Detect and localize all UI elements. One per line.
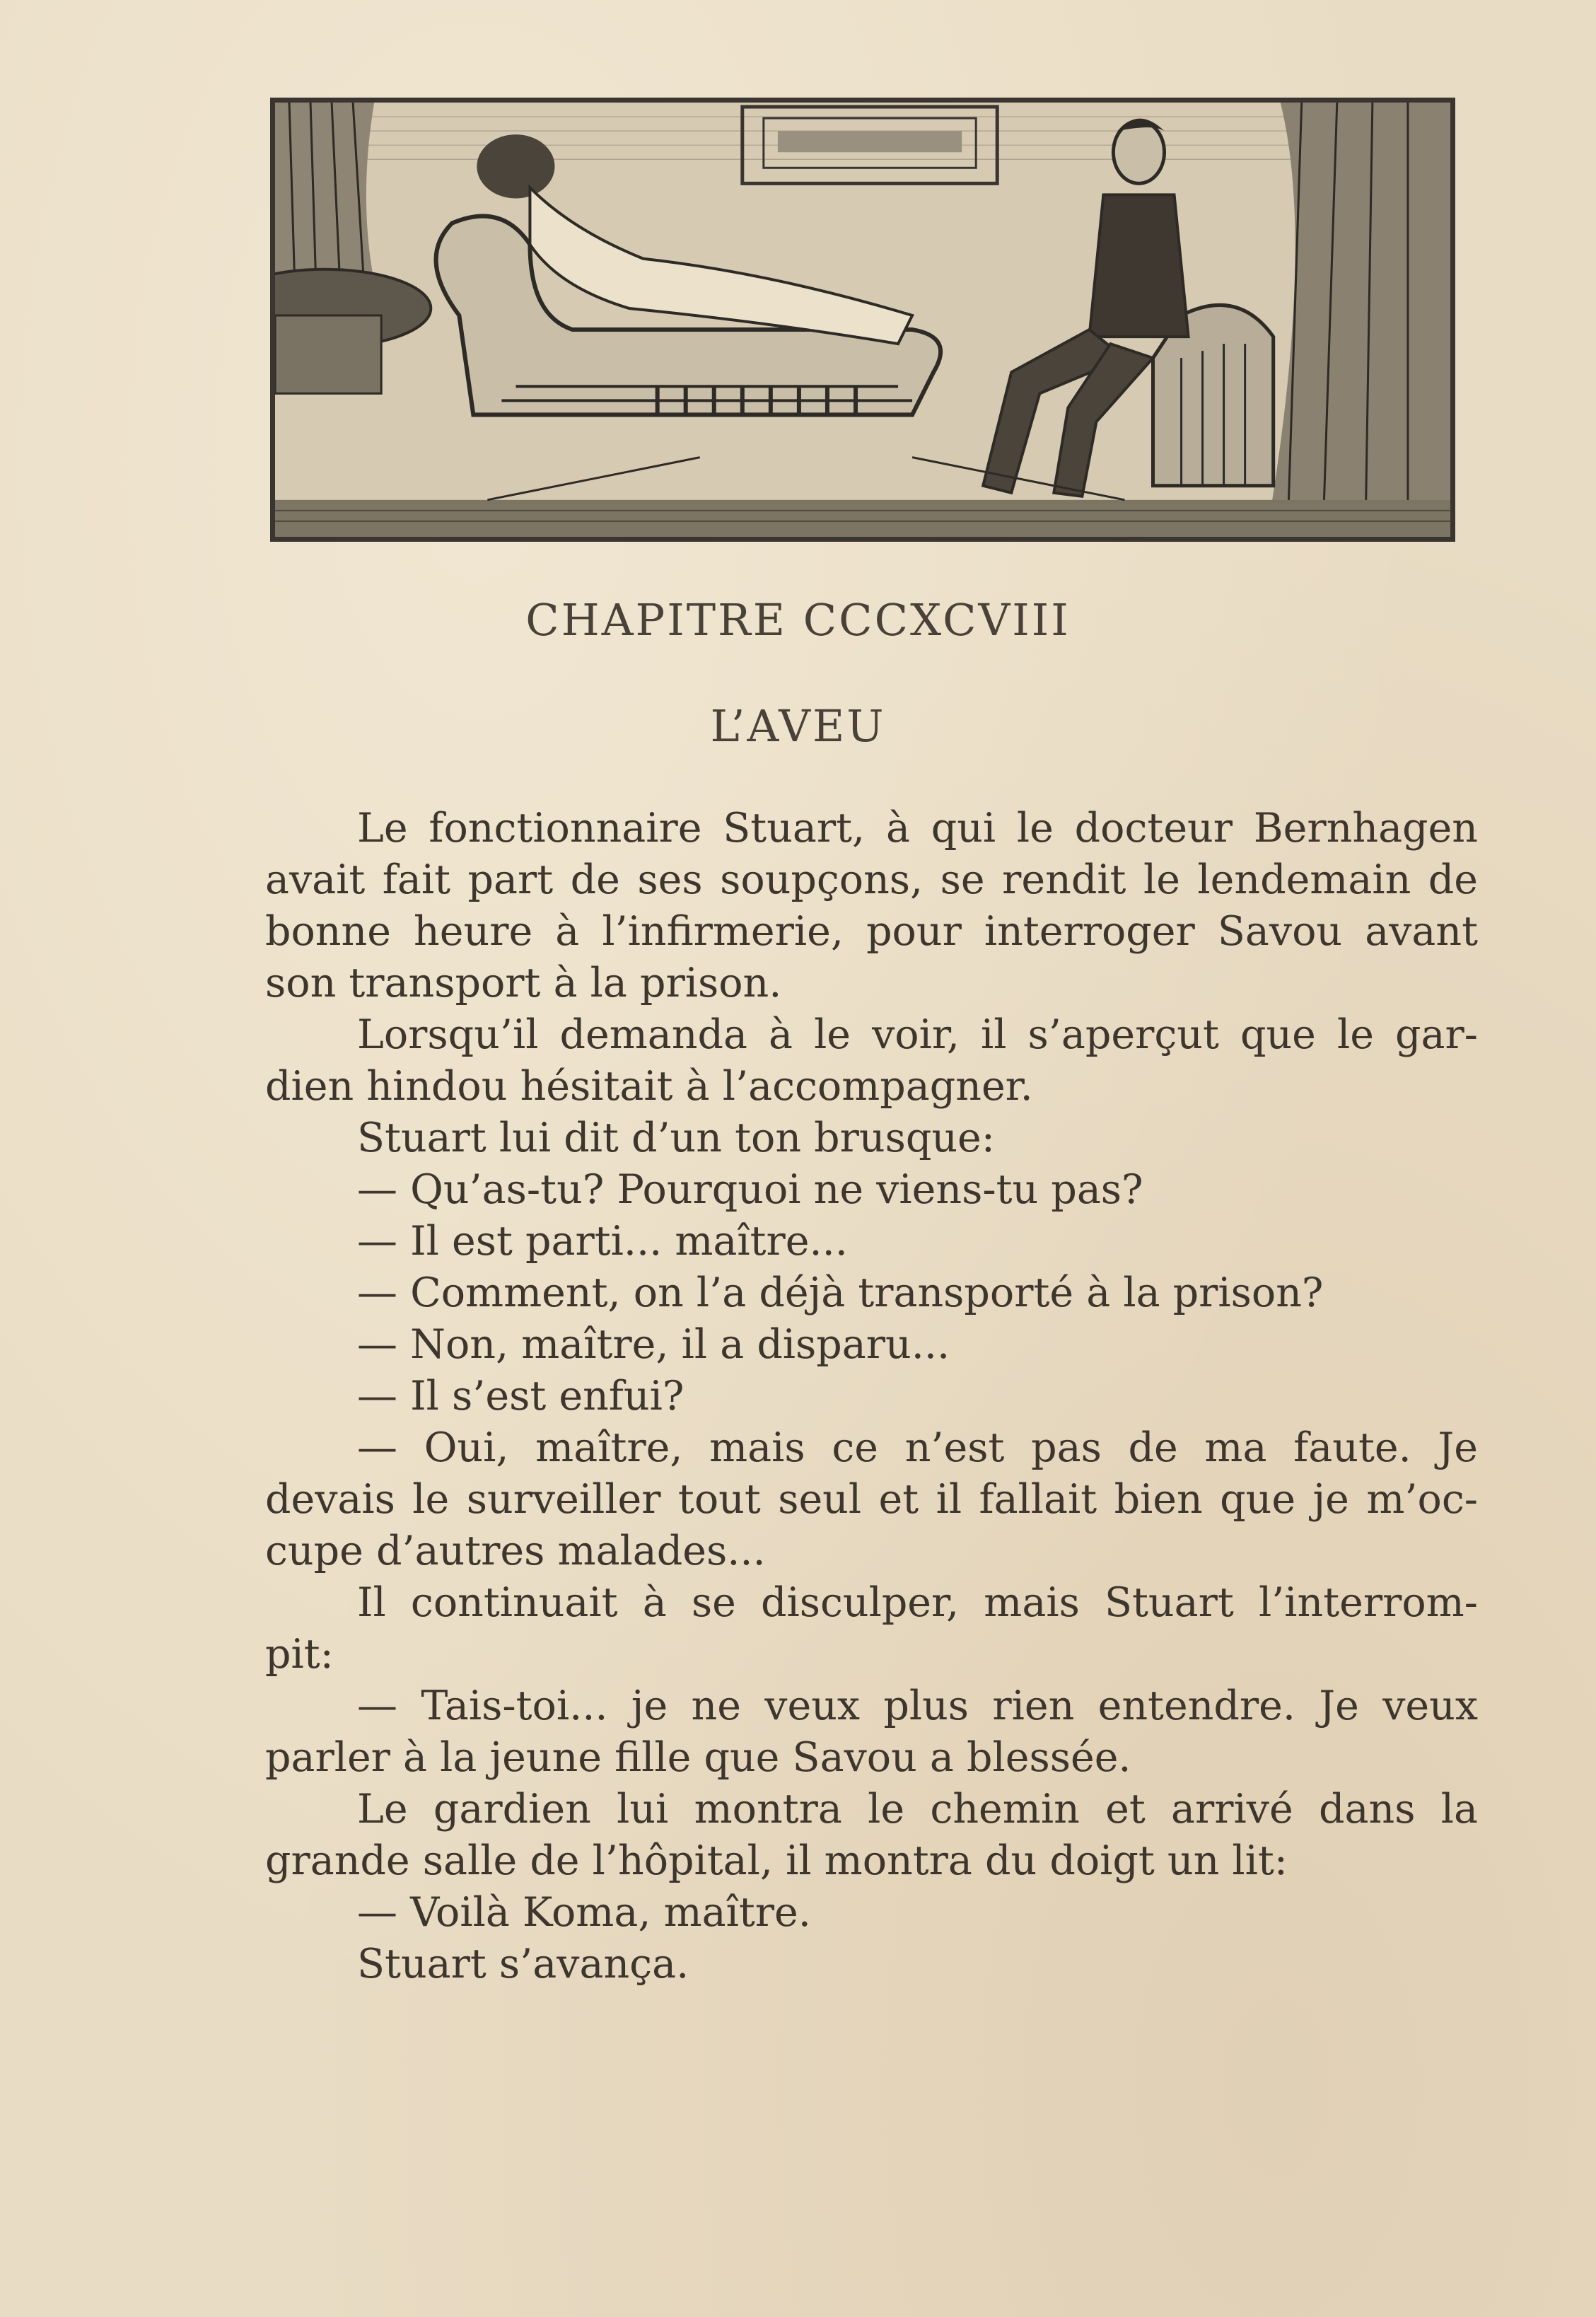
text-line: Le fonctionnaire Stuart, à qui le docteur Bernhagen — [357, 805, 1478, 852]
text-line: — Non, maître, il a disparu... — [357, 1321, 950, 1368]
text-line: — Tais-toi... je ne veux plus rien entendre. Je veux — [357, 1683, 1478, 1729]
text-line: avait fait part de ses soupçons, se rendit le lendemain de — [265, 856, 1478, 903]
woodcut-illustration — [270, 98, 1455, 542]
text-line: bonne heure à l’infirmerie, pour interroger Savou avant — [265, 908, 1478, 955]
text-line: — Il est parti... maître... — [357, 1218, 848, 1265]
text-line: Stuart lui dit d’un ton brusque: — [357, 1115, 995, 1161]
text-line: — Qu’as-tu? Pourquoi ne viens-tu pas? — [357, 1166, 1143, 1213]
text-line: — Il s’est enfui? — [357, 1373, 685, 1419]
text-line: cupe d’autres malades... — [265, 1528, 766, 1574]
chapter-title: L’AVEU — [710, 700, 886, 752]
text-line: parler à la jeune fille que Savou a blessée. — [265, 1734, 1131, 1781]
body-text — [265, 803, 1478, 1990]
text-line: — Voilà Koma, maître. — [357, 1889, 811, 1936]
text-line: dien hindou hésitait à l’accompagner. — [265, 1063, 1033, 1110]
text-line: son transport à la prison. — [265, 960, 782, 1006]
text-line: grande salle de l’hôpital, il montra du doigt un lit: — [265, 1837, 1288, 1884]
text-line: Il continuait à se disculper, mais Stuart l’interrom- — [357, 1579, 1478, 1626]
text-line: Le gardien lui montra le chemin et arrivé dans la — [357, 1786, 1478, 1833]
text-line: Lorsqu’il demanda à le voir, il s’aperçut que le gar- — [357, 1011, 1478, 1058]
woodcut-illustration-icon — [275, 103, 1450, 537]
text-line: devais le surveiller tout seul et il fallait bien que je m’oc- — [265, 1476, 1478, 1523]
text-line: Stuart s’avança. — [357, 1941, 689, 1987]
text-line: — Comment, on l’a déjà transporté à la prison? — [357, 1270, 1324, 1316]
text-line: — Oui, maître, mais ce n’est pas de ma faute. Je — [357, 1424, 1478, 1471]
chapter-heading: CHAPITRE CCCXCVIII — [525, 594, 1071, 646]
text-line: pit: — [265, 1631, 334, 1678]
